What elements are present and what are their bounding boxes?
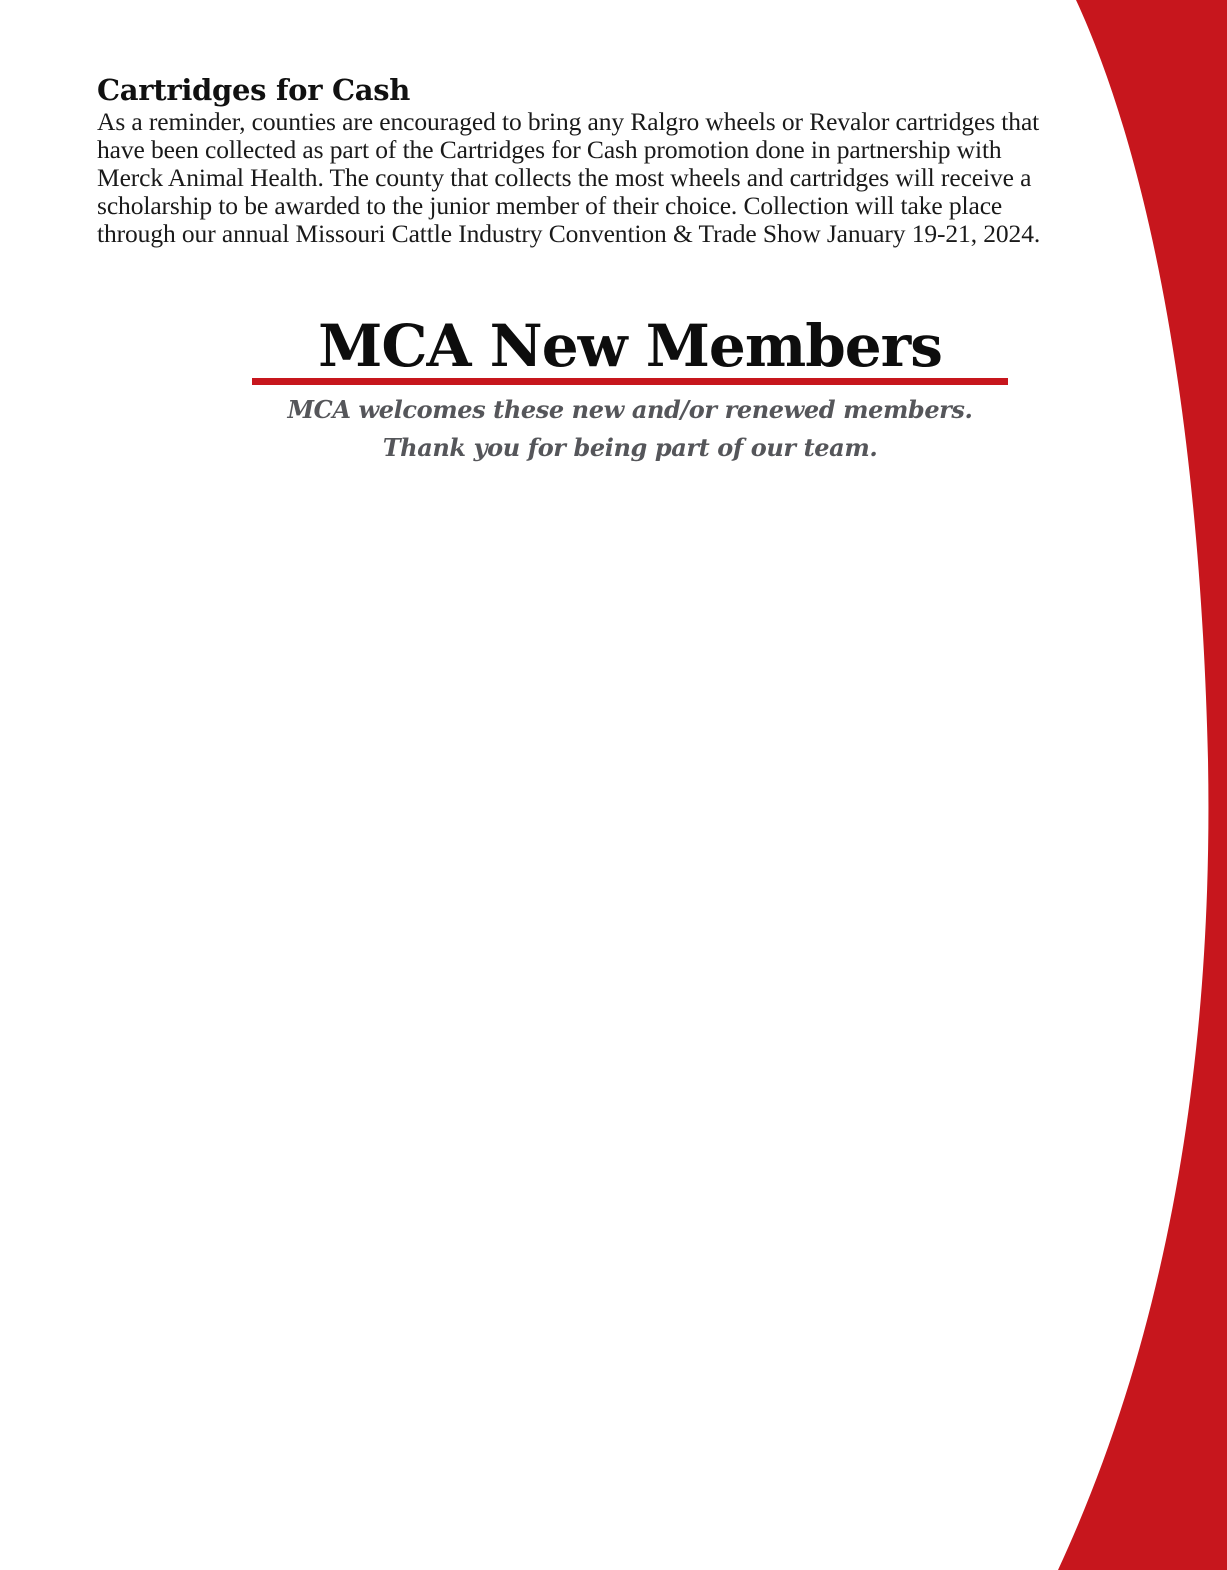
new-members-section — [252, 312, 1008, 467]
members-subtitle-line2: Thank you for being part of our team. — [382, 433, 878, 462]
article-body: As a reminder, counties are encouraged to bring any Ralgro wheels or Revalor cartridges that have been collected as part of the Cartridges for Cash promotion done in partnership with Merck Animal Health. The county that collects the most wheels and cartridges will receive a scholarship to be awarded to the junior member of their choice. Collection will take place through our annual Missouri Cattle Industry Convention & Trade Show January 19-21, 2024. — [97, 107, 1041, 248]
article-heading: Cartridges for Cash — [97, 73, 411, 107]
members-subtitle — [252, 391, 1008, 467]
members-title: MCA New Members — [318, 312, 942, 380]
cartridges-article — [97, 72, 1072, 248]
members-subtitle-line1: MCA welcomes these new and/or renewed members. — [287, 395, 973, 424]
